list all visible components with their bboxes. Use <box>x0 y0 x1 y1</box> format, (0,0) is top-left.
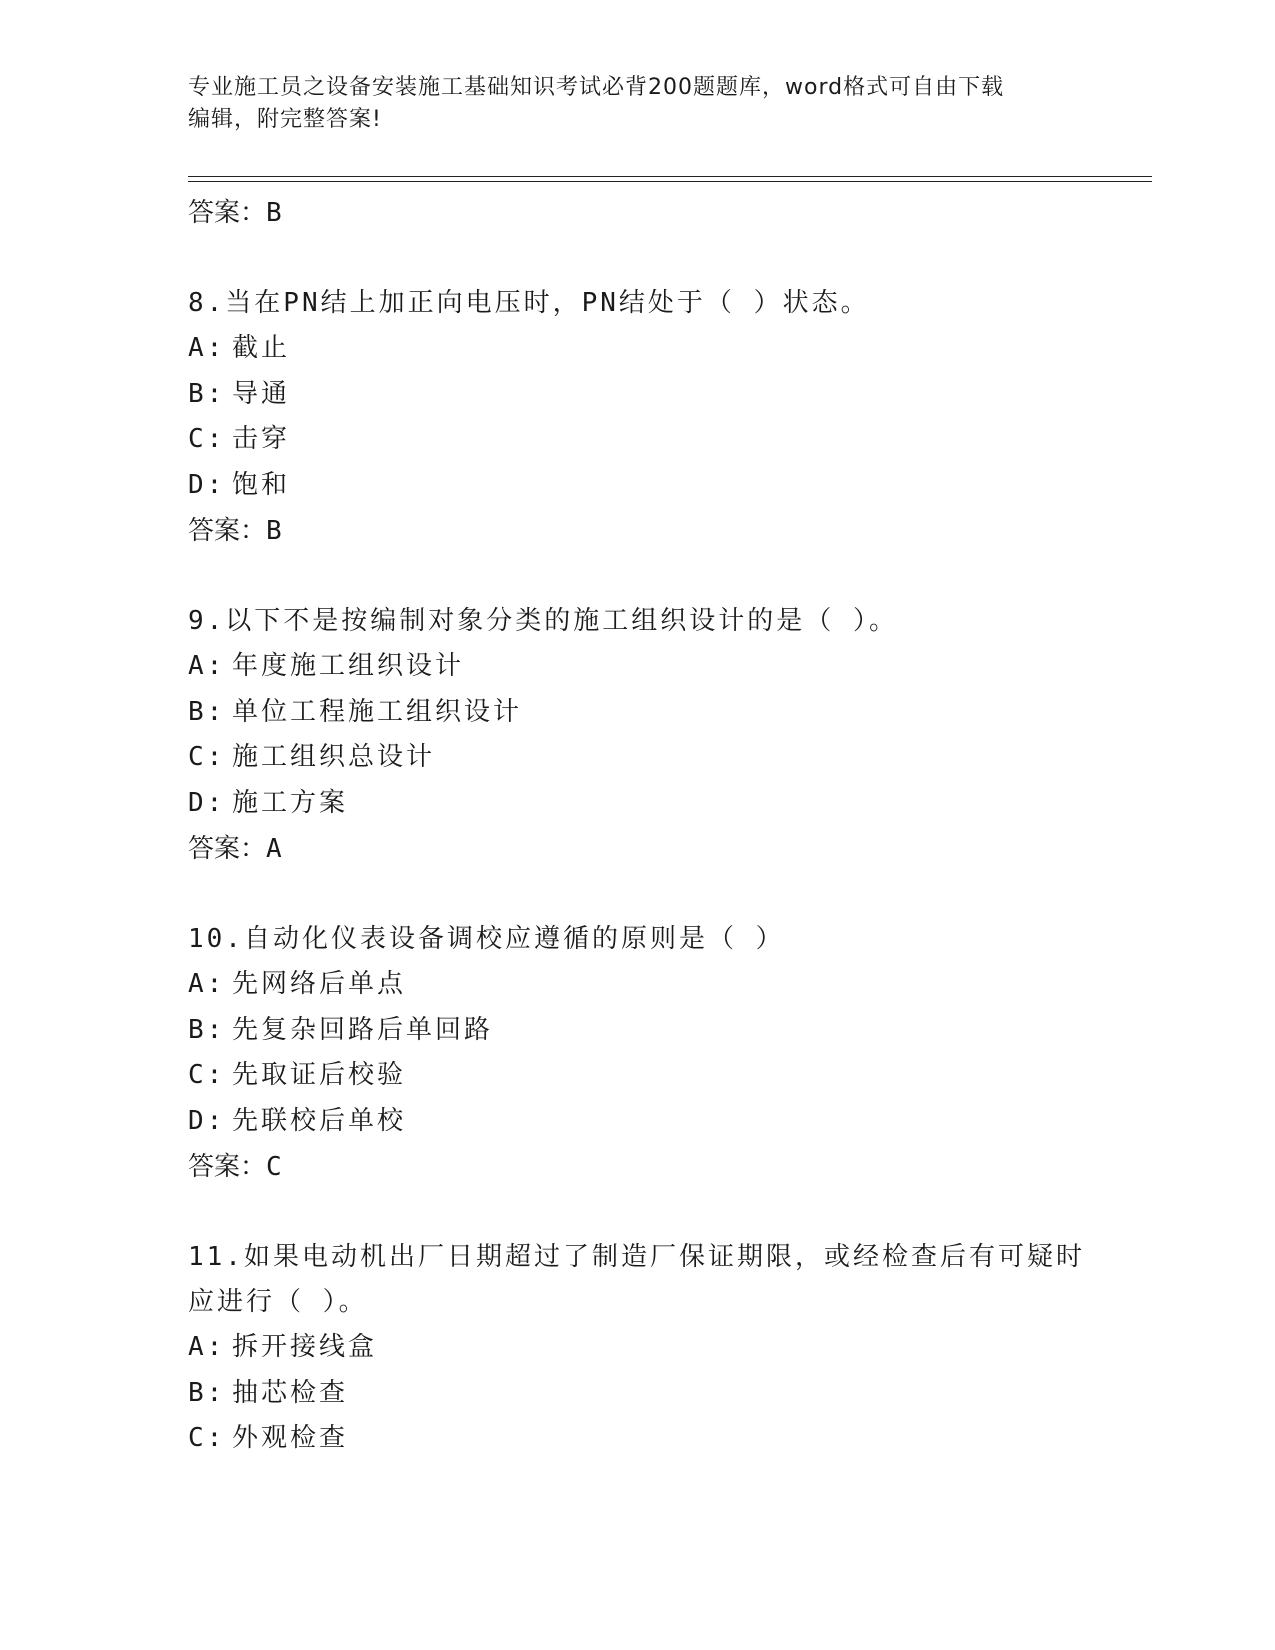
question-text: 8.当在PN结上加正向电压时，PN结处于（ ）状态。 <box>188 288 870 318</box>
option-a <box>188 644 1088 690</box>
option-letter: A: <box>188 969 226 999</box>
option-d <box>188 781 1088 827</box>
option-text: 先复杂回路后单回路 <box>232 1014 494 1045</box>
option-letter: D: <box>188 1105 226 1136</box>
option-text: 拆开接线盒 <box>232 1332 378 1362</box>
option-c <box>188 1416 1088 1462</box>
header-rule-top <box>188 176 1152 177</box>
option-letter: C: <box>188 1060 226 1090</box>
option-text: 饱和 <box>232 469 291 500</box>
option-text: 截止 <box>232 333 291 363</box>
header-line-2: 编辑，附完整答案! <box>188 107 382 132</box>
option-letter: B: <box>188 696 226 727</box>
question-item <box>188 1235 1088 1462</box>
option-letter: C: <box>188 1423 226 1453</box>
option-text: 抽芯检查 <box>232 1377 349 1408</box>
answer-line: 答案：B <box>188 516 282 546</box>
option-text: 导通 <box>232 378 291 409</box>
question-text-line-2: 应进行（ ）。 <box>188 1287 368 1317</box>
option-c <box>188 417 1088 463</box>
option-a <box>188 962 1088 1008</box>
option-a <box>188 1325 1088 1371</box>
answer-line: 答案：B <box>188 198 282 228</box>
option-letter: A: <box>188 651 226 681</box>
option-c <box>188 735 1088 781</box>
question-item <box>188 281 1088 554</box>
question-text: 9.以下不是按编制对象分类的施工组织设计的是（ ）。 <box>188 606 898 636</box>
option-d <box>188 1099 1088 1145</box>
option-letter: B: <box>188 1377 226 1408</box>
answer-line: 答案：A <box>188 834 282 864</box>
option-text: 施工组织总设计 <box>232 742 436 772</box>
option-letter: A: <box>188 1332 226 1362</box>
option-b <box>188 690 1088 736</box>
answer-line: 答案：C <box>188 1152 282 1182</box>
question-text: 10.自动化仪表设备调校应遵循的原则是（ ） <box>188 924 785 954</box>
option-letter: B: <box>188 1014 226 1045</box>
option-letter: D: <box>188 469 226 500</box>
header-line-1: 专业施工员之设备安装施工基础知识考试必背200题题库，word格式可自由下载 <box>188 75 1005 100</box>
option-b <box>188 1008 1088 1054</box>
option-text: 施工方案 <box>232 787 349 818</box>
option-text: 年度施工组织设计 <box>232 651 465 681</box>
option-text: 先网络后单点 <box>232 969 407 999</box>
question-item <box>188 599 1088 872</box>
question-list <box>188 190 1088 1462</box>
option-letter: D: <box>188 787 226 818</box>
option-c <box>188 1053 1088 1099</box>
option-letter: C: <box>188 424 226 454</box>
option-text: 击穿 <box>232 424 291 454</box>
option-letter: A: <box>188 333 226 363</box>
option-d <box>188 463 1088 509</box>
header-rule-bottom <box>188 181 1152 182</box>
option-letter: C: <box>188 742 226 772</box>
option-text: 先取证后校验 <box>232 1060 407 1090</box>
option-letter: B: <box>188 378 226 409</box>
option-text: 单位工程施工组织设计 <box>232 696 523 727</box>
option-a <box>188 326 1088 372</box>
option-text: 外观检查 <box>232 1423 349 1453</box>
option-b <box>188 372 1088 418</box>
question-item <box>188 917 1088 1190</box>
document-header <box>188 72 1088 136</box>
question-text-line-1: 11.如果电动机出厂日期超过了制造厂保证期限，或经检查后有可疑时 <box>188 1242 1085 1272</box>
option-b <box>188 1371 1088 1417</box>
option-text: 先联校后单校 <box>232 1105 407 1136</box>
